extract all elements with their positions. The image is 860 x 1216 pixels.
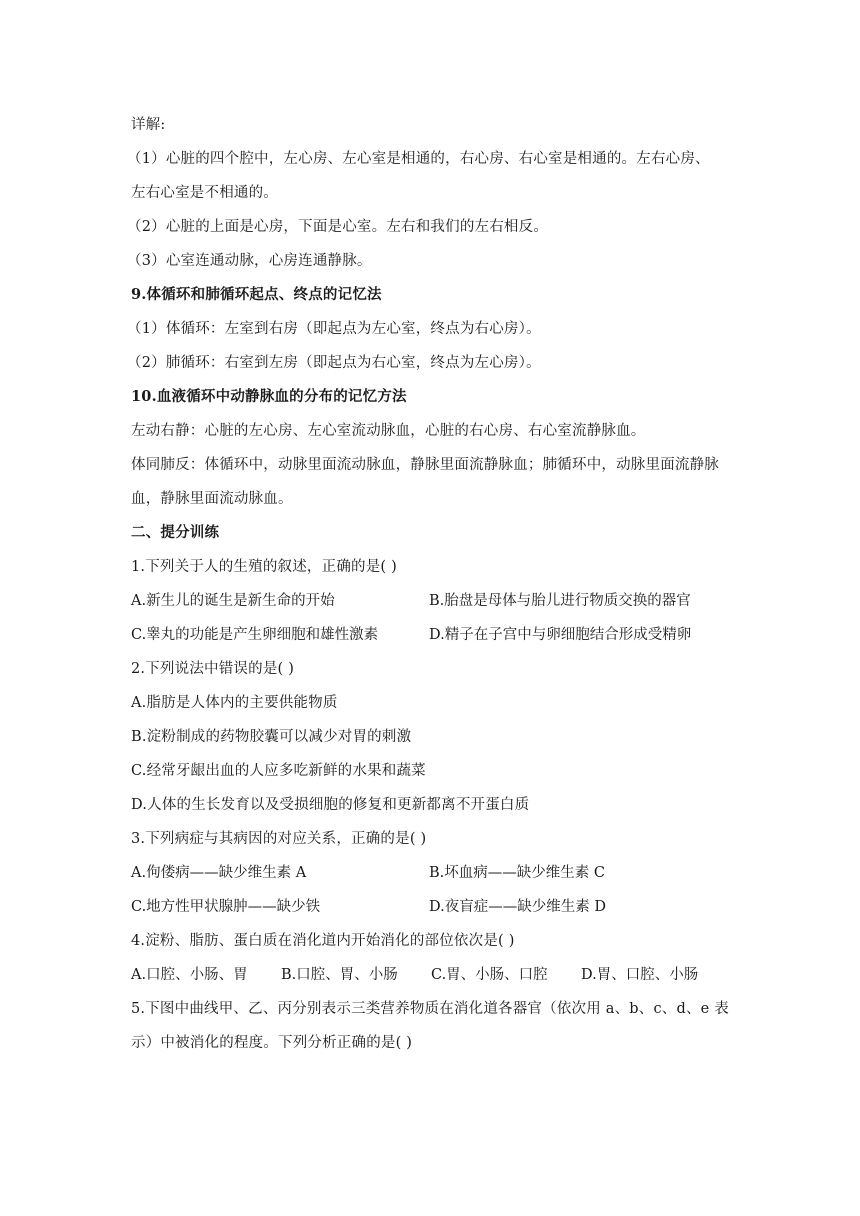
- section-9-line-2: （2）肺循环：右室到左房（即起点为右心室，终点为左心房）。: [127, 355, 541, 371]
- section-10-title: 10.血液循环中动静脉血的分布的记忆方法: [131, 388, 407, 405]
- question-1-options-row-2: [131, 618, 736, 652]
- question-3-stem: 3.下列病症与其病因的对应关系，正确的是( ): [131, 831, 427, 847]
- part-2-title: 二、提分训练: [131, 524, 220, 541]
- question-3-options-row-2: [131, 890, 736, 924]
- question-2-option-d: D.人体的生长发育以及受损细胞的修复和更新都离不开蛋白质: [131, 797, 530, 813]
- question-1-option-a: A.新生儿的诞生是新生命的开始: [131, 593, 335, 609]
- question-3-option-a: A.佝偻病——缺少维生素 A: [131, 865, 307, 881]
- explanation-point-1: （1）心脏的四个腔中，左心房、左心室是相通的，右心房、右心室是相通的。左右心房、: [127, 151, 710, 167]
- section-10-line-3: 血，静脉里面流动脉血。: [131, 491, 293, 507]
- question-3-option-d: D.夜盲症——缺少维生素 D: [429, 899, 606, 915]
- question-4-stem: 4.淀粉、脂肪、蛋白质在消化道内开始消化的部位依次是( ): [131, 933, 515, 949]
- explanation-point-1-cont: 左右心室是不相通的。: [131, 185, 278, 201]
- explanation-point-2: （2）心脏的上面是心房，下面是心室。左右和我们的左右相反。: [127, 219, 549, 235]
- question-3-option-b: B.坏血病——缺少维生素 C: [429, 865, 605, 881]
- question-1-stem: 1.下列关于人的生殖的叙述，正确的是( ): [131, 559, 397, 575]
- question-3-options-row-1: [131, 856, 736, 890]
- question-1-option-c: C.睾丸的功能是产生卵细胞和雄性激素: [131, 627, 379, 643]
- explanation-point-3: （3）心室连通动脉，心房连通静脉。: [127, 253, 372, 269]
- question-2-option-b: B.淀粉制成的药物胶囊可以减少对胃的刺激: [131, 729, 412, 745]
- question-4-option-c: C.胃、小肠、口腔: [431, 967, 548, 983]
- section-9-title: 9.体循环和肺循环起点、终点的记忆法: [131, 286, 382, 303]
- question-5-stem-line-2: 示）中被消化的程度。下列分析正确的是( ): [131, 1035, 413, 1051]
- section-9-line-1: （1）体循环：左室到右房（即起点为左心室，终点为右心房）。: [127, 321, 541, 337]
- question-4-option-d: D.胃、口腔、小肠: [581, 967, 699, 983]
- question-2-option-c: C.经常牙龈出血的人应多吃新鲜的水果和蔬菜: [131, 763, 426, 779]
- question-2-stem: 2.下列说法中错误的是( ): [131, 661, 295, 677]
- question-1-options-row-1: [131, 584, 736, 618]
- question-1-option-b: B.胎盘是母体与胎儿进行物质交换的器官: [429, 593, 691, 609]
- question-4-option-a: A.口腔、小肠、胃: [131, 967, 248, 983]
- question-3-option-c: C.地方性甲状腺肿——缺少铁: [131, 899, 321, 915]
- document-content: [127, 108, 736, 1060]
- question-4-option-b: B.口腔、胃、小肠: [281, 967, 398, 983]
- question-2-option-a: A.脂肪是人体内的主要供能物质: [131, 695, 338, 711]
- explanation-label: 详解:: [131, 117, 166, 133]
- question-1-option-d: D.精子在子宫中与卵细胞结合形成受精卵: [429, 627, 692, 643]
- question-5-stem-line-1: 5.下图中曲线甲、乙、丙分别表示三类营养物质在消化道各器官（依次用 a、b、c、d、e 表: [131, 1001, 729, 1017]
- question-4-options-row: [131, 958, 736, 992]
- section-10-line-2: 体同肺反：体循环中，动脉里面流动脉血，静脉里面流静脉血；肺循环中，动脉里面流静脉: [131, 457, 719, 473]
- section-10-line-1: 左动右静：心脏的左心房、左心室流动脉血，心脏的右心房、右心室流静脉血。: [131, 423, 646, 439]
